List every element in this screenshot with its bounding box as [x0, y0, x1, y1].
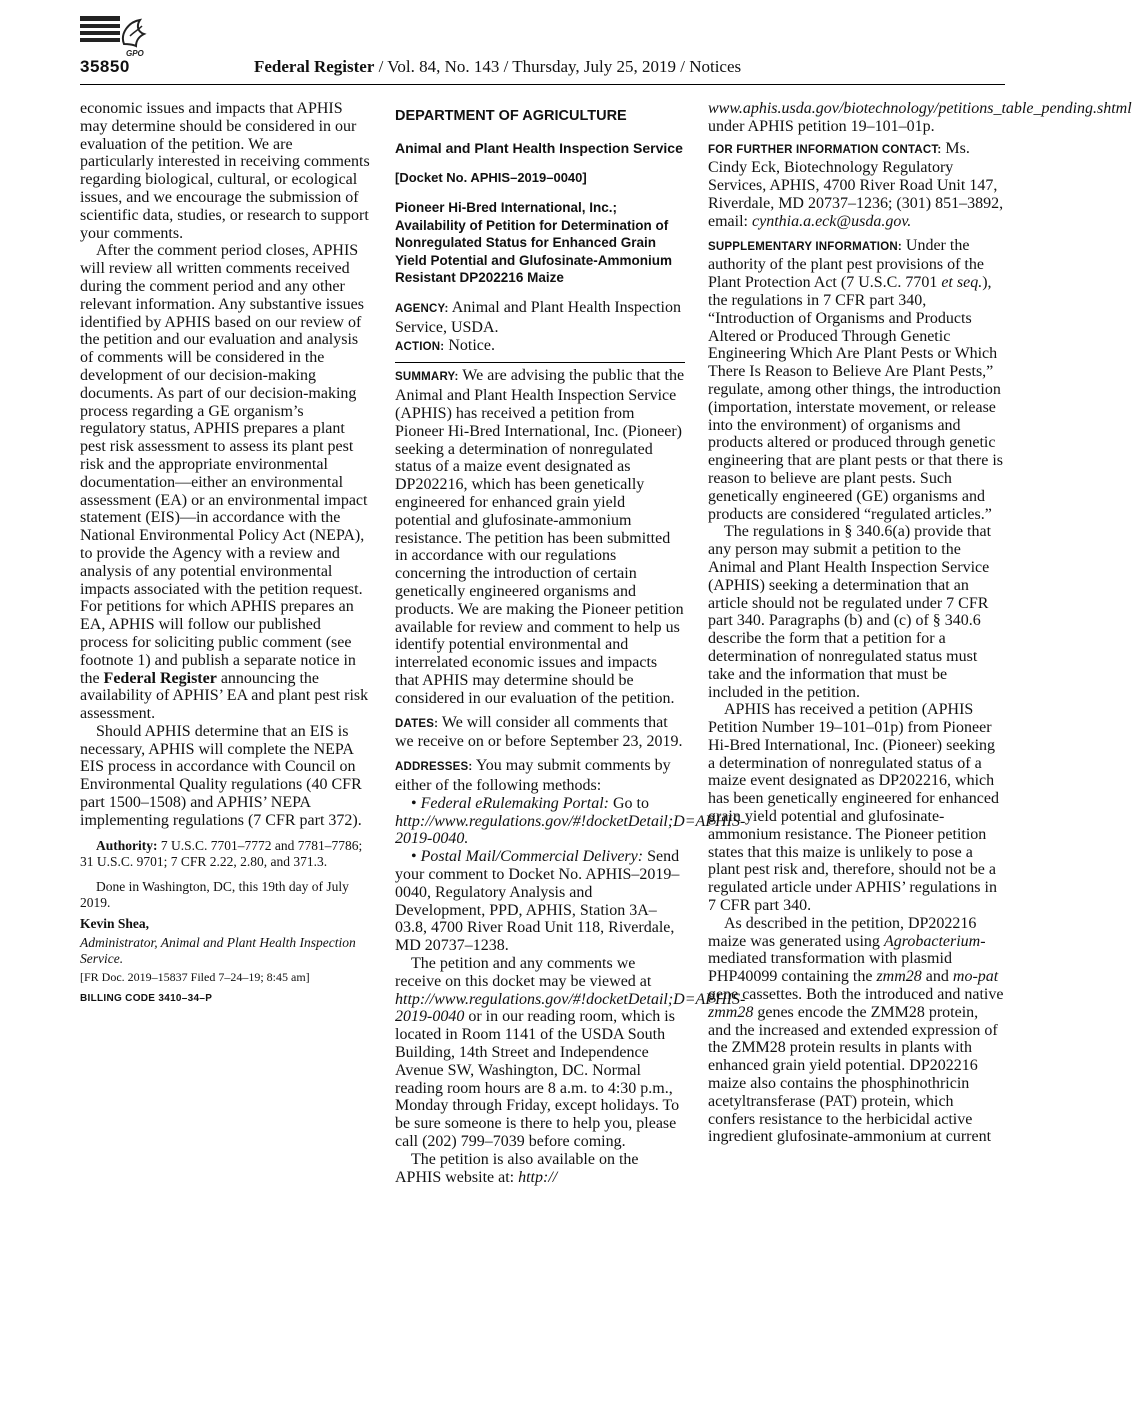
regulations-gov-link[interactable]: http://www.regulations.gov/#!docketDetail;D=APHIS-2019-0040 — [395, 990, 746, 1026]
action-line: ACTION: Notice. — [395, 336, 495, 354]
column-1 — [80, 100, 370, 1008]
header-rule — [80, 84, 1005, 85]
agency-heading: Animal and Plant Health Inspection Service — [395, 139, 683, 156]
gpo-authenticated-seal-icon — [80, 14, 150, 60]
paragraph: The petition is also available on the APHIS website at: http:// — [395, 1150, 639, 1186]
paragraph: After the comment period closes, APHIS will review all written comments received during the comment period and any other relevant information. Any substantive issues identified by APHIS based on our review of the petition and our evaluation and analysis of comments will be considered in the development of our decision-making documents. As part of our decision-making process regarding a GE organism’s regulatory status, APHIS prepares a plant pest risk assessment to assess its plant pest risk and the appropriate environmental documentation—either an environmental assessment (EA) or an environmental impact statement (EIS)—in accordance with the National Environmental Policy Act (NEPA), to provide the Agency with a review and analysis of any potential environmental impacts associated with the petition request. For petitions for which APHIS prepares an EA, APHIS will follow our published process for soliciting public comment (see footnote 1) and publish a separate notice in the Federal Register announcing the availability of APHIS’ EA and plant pest risk assessment. — [80, 242, 369, 723]
running-head — [254, 57, 741, 77]
supplementary-info: SUPPLEMENTARY INFORMATION: Under the authority of the plant pest provisions of the Plant Protection Act (7 U.S.C. 7701 et seq.), the regulations in 7 CFR part 340, “Introduction of Organisms and Products Altered or Produced Through Genetic Engineering Which Are Plant Pests or Which There Is Reason to Believe Are Plant Pests,” regulate, among other things, the introduction (importation, interstate movement, or release into the environment) of organisms and products altered or produced through genetic engineering that are plant pests or that there is reason to believe are plant pests. Such genetically engineered (GE) organisms and products are considered “regulated articles.” — [708, 236, 1004, 523]
issue-info: / Vol. 84, No. 143 / Thursday, July 25, 2019 / Notices — [374, 57, 742, 76]
column-3 — [708, 100, 1132, 1146]
federal-register-ref: Federal Register — [103, 669, 217, 687]
paragraph: economic issues and impacts that APHIS may determine should be considered in our evaluation of the petition. We are particularly interested in receiving comments regarding biological, cultural, or ecological issues, and we encourage the submission of scientific data, studies, or research to support your comments. — [80, 100, 370, 242]
dates: DATES: We will consider all comments that we receive on or before September 23, 2019. — [395, 713, 683, 751]
paragraph: www.aphis.usda.gov/biotechnology/petitions_table_pending.shtml under APHIS petition 19–101–01p. — [708, 100, 1132, 135]
page-number: 35850 — [80, 57, 130, 76]
paragraph: The regulations in § 340.6(a) provide that any person may submit a petition to the Animal and Plant Health Inspection Service (APHIS) seeking a determination that an article should not be regulated under 7 CFR part 340. Paragraphs (b) and (c) of § 340.6 describe the form that a petition for a determination of nonregulated status must take and the information that must be included in the petition. — [708, 523, 992, 701]
contact-info: FOR FURTHER INFORMATION CONTACT: Ms. Cindy Eck, Biotechnology Regulatory Services, APHIS, 4700 River Road Unit 147, Riverdale, MD 20737–1236; (301) 851–3892, email: cynthia.a.eck@usda.gov. — [708, 139, 1004, 230]
aphis-website-link[interactable]: http:// — [518, 1168, 558, 1186]
department-heading: DEPARTMENT OF AGRICULTURE — [395, 108, 627, 124]
svg-text:GPO: GPO — [126, 49, 144, 58]
paragraph: As described in the petition, DP202216 maize was generated using Agrobacterium-mediated transformation with plasmid PHP40099 containing the zmm28 and mo-pat gene cassettes. Both the introduced and native zmm28 genes encode the ZMM28 protein, and the increased and extended expression of the ZMM28 protein results in plants with enhanced grain yield potential. DP202216 maize also contains the phosphinothricin acetyltransferase (PAT) protein, which confers resistance to the herbicidal active ingredient glufosinate-ammonium at current — [708, 914, 1004, 1146]
authority-citation: Authority: 7 U.S.C. 7701–7772 and 7781–7786; 31 U.S.C. 9701; 7 CFR 2.22, 2.80, and 371.3. — [80, 837, 363, 870]
agency-line: AGENCY: Animal and Plant Health Inspection Service, USDA. — [395, 299, 681, 336]
paragraph: The petition and any comments we receive on this docket may be viewed at http://www.regulations.gov/#!docketDetail;D=APHIS-2019-0040 or in our reading room, which is located in Room 1141 of the USDA South Building, 14th Street and Independence Avenue SW, Washington, DC. Normal reading room hours are 8 a.m. to 4:30 p.m., Monday through Friday, except holidays. To be sure someone is there to help you, please call (202) 799–7039 before coming. — [395, 954, 746, 1150]
notice-title: Pioneer Hi-Bred International, Inc.; Availability of Petition for Determination of Nonregulated Status for Enhanced Grain Yield Potential and Glufosinate-Ammonium Resistant DP202216 Maize — [395, 200, 673, 286]
summary: SUMMARY: We are advising the public that the Animal and Plant Health Inspection Service (APHIS) has received a petition from Pioneer Hi-Bred International, Inc. (Pioneer) seeking a determination of nonregulated status of a maize event designated as DP202216, which has been genetically engineered for enhanced grain yield potential and glufosinate-ammonium resistance. The petition has been submitted in accordance with our regulations concerning the introduction of certain genetically engineered organisms and products. We are making the Pioneer petition available for review and comment to help us identify potential environmental and interrelated economic issues and impacts that APHIS may determine should be considered in our evaluation of the petition. — [395, 367, 685, 707]
section-rule — [395, 362, 685, 363]
contact-email-link[interactable]: cynthia.a.eck@usda.gov. — [751, 212, 912, 230]
column-2 — [395, 100, 746, 1186]
signer-title: Administrator, Animal and Plant Health Inspection Service. — [80, 934, 356, 967]
signing-date: Done in Washington, DC, this 19th day of July 2019. — [80, 878, 349, 911]
docket-number: [Docket No. APHIS–2019–0040] — [395, 170, 587, 186]
addresses: ADDRESSES: You may submit comments by either of the following methods: — [395, 757, 671, 794]
paragraph: Should APHIS determine that an EIS is necessary, APHIS will complete the NEPA EIS process in accordance with Council on Environmental Quality regulations (40 CFR part 1500–1508) and APHIS’ NEPA implementing regulations (7 CFR part 372). — [80, 722, 362, 829]
regulations-gov-link[interactable]: http://www.regulations.gov/#!docketDetail;D=APHIS-2019-0040. — [395, 812, 746, 848]
list-item: • Postal Mail/Commercial Delivery: Send your comment to Docket No. APHIS–2019–0040, Regulatory Analysis and Development, PPD, APHIS, Station 3A–03.8, 4700 River Road Unit 118, Riverdale, MD 20737–1238. — [395, 848, 680, 955]
publication-name: Federal Register — [254, 57, 375, 76]
list-item: • Federal eRulemaking Portal: Go to http://www.regulations.gov/#!docketDetail;D=APHIS-2019-0040. — [395, 794, 746, 848]
signer-name: Kevin Shea, — [80, 916, 150, 932]
fr-doc-number: [FR Doc. 2019–15837 Filed 7–24–19; 8:45 am] — [80, 969, 310, 984]
aphis-petitions-link[interactable]: www.aphis.usda.gov/biotechnology/petitions_table_pending.shtml — [708, 100, 1132, 117]
billing-code: BILLING CODE 3410–34–P — [80, 992, 213, 1004]
paragraph: APHIS has received a petition (APHIS Petition Number 19–101–01p) from Pioneer Hi-Bred International, Inc. (Pioneer) seeking a determination of nonregulated status of a maize event designated as DP202216, which has been genetically engineered for enhanced grain yield potential and glufosinate-ammonium resistance. The Pioneer petition states that this maize is unlikely to pose a plant pest risk and, therefore, should not be a regulated article under APHIS’ regulations in 7 CFR part 340. — [708, 701, 999, 915]
